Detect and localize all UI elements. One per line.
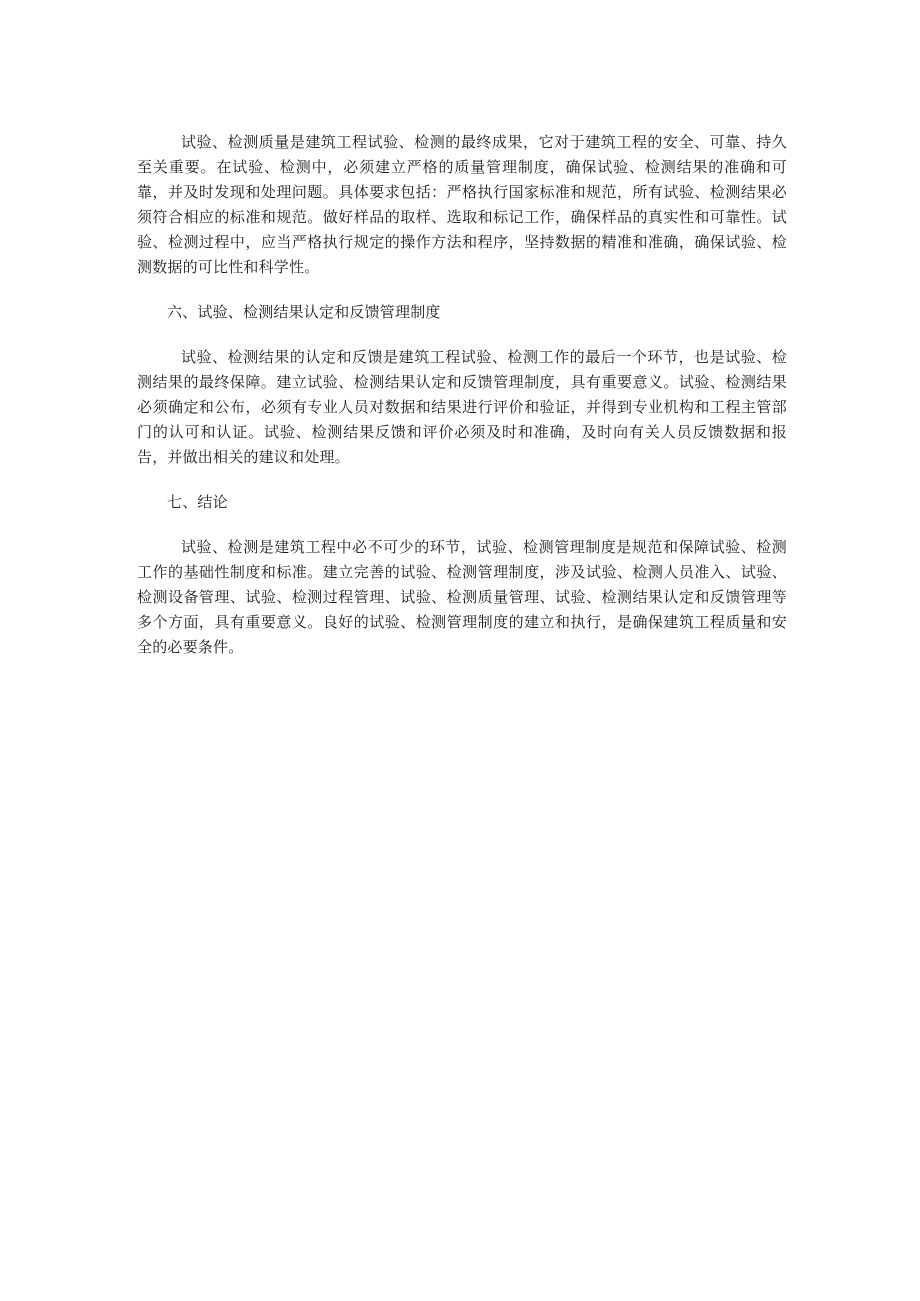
paragraph-result-feedback: 试验、检测结果的认定和反馈是建筑工程试验、检测工作的最后一个环节，也是试验、检测结果的最终保障。建立试验、检测结果认定和反馈管理制度，具有重要意义。试验、检测结果必须确定和公布，必须有专业人员对数据和结果进行评价和验证，并得到专业机构和工程主管部门的认可和认证。试验、检测结果反馈和评价必须及时和准确，及时向有关人员反馈数据和报告，并做出相关的建议和处理。 [137, 348, 787, 466]
paragraph-quality-control: 试验、检测质量是建筑工程试验、检测的最终成果，它对于建筑工程的安全、可靠、持久至关重要。在试验、检测中，必须建立严格的质量管理制度，确保试验、检测结果的准确和可靠，并及时发现和处理问题。具体要求包括：严格执行国家标准和规范，所有试验、检测结果必须符合相应的标准和规范。做好样品的取样、选取和标记工作，确保样品的真实性和可靠性。试验、检测过程中，应当严格执行规定的操作方法和程序，坚持数据的精准和准确，确保试验、检测数据的可比性和科学性。 [137, 133, 787, 276]
section-heading-six: 六、试验、检测结果认定和反馈管理制度 [167, 303, 441, 321]
paragraph-conclusion: 试验、检测是建筑工程中必不可少的环节，试验、检测管理制度是规范和保障试验、检测工作的基础性制度和标准。建立完善的试验、检测管理制度，涉及试验、检测人员准入、试验、检测设备管理、试验、检测过程管理、试验、检测质量管理、试验、检测结果认定和反馈管理等多个方面，具有重要意义。良好的试验、检测管理制度的建立和执行，是确保建筑工程质量和安全的必要条件。 [137, 538, 787, 656]
section-heading-conclusion: 七、结论 [167, 493, 228, 511]
document-body [137, 130, 787, 680]
